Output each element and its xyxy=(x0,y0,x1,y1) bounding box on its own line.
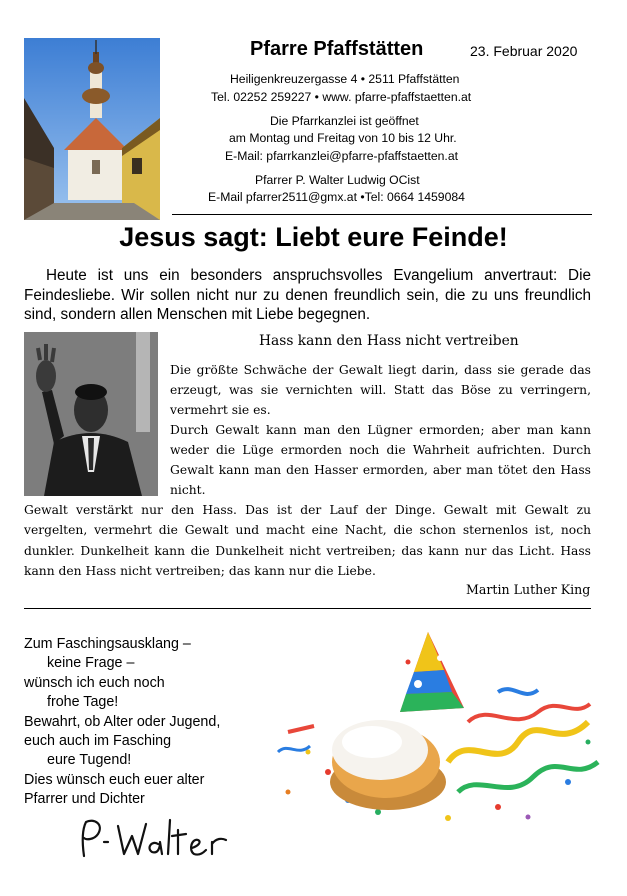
headline: Jesus sagt: Liebt eure Feinde! xyxy=(119,222,508,252)
poem-line: Dies wünsch euch euer alter xyxy=(24,771,205,788)
office-hours-line1: Die Pfarrkanzlei ist geöffnet xyxy=(270,114,419,128)
contact-line: Tel. 02252 259227 • www. pfarre-pfaffstaetten.at xyxy=(211,90,472,104)
parish-title: Pfarre Pfaffstätten xyxy=(250,38,424,60)
poem-line: Zum Faschingsausklang – xyxy=(24,636,191,652)
pastor-name: Pfarrer P. Walter Ludwig OCist xyxy=(255,173,420,187)
quote-paragraph-1: Die größte Schwäche der Gewalt liegt darin, dass sie gerade das erzeugt, was sie vernichten will. Statt das Böse zu verringern, vermehrt sie es. xyxy=(170,363,591,417)
quote-paragraph-2: Durch Gewalt kann man den Lügner ermorden; aber man kann weder die Lüge ermorden noch die Wahrheit aufrichten. Durch Gewalt kann man den Hasser ermorden, aber man tötet den Hass nicht. xyxy=(170,423,591,497)
signature xyxy=(74,812,234,868)
header-divider xyxy=(172,214,592,215)
poem-line: wünsch ich euch noch xyxy=(24,674,165,691)
pastor-contact: E-Mail pfarrer2511@gmx.at •Tel: 0664 1459084 xyxy=(208,190,465,204)
mlk-photo xyxy=(24,332,158,496)
intro-paragraph: Heute ist uns ein besonders anspruchsvolles Evangelium anvertraut: Die Feindesliebe. Wir sollen nicht nur zu denen freundlich sein, die zu uns freundlich sind, sondern allen Menschen mit Liebe begegnen. xyxy=(24,267,591,323)
address-line: Heiligenkreuzergasse 4 • 2511 Pfaffstätten xyxy=(230,72,460,86)
poem-line: euch auch im Fasching xyxy=(24,733,172,750)
poem xyxy=(24,635,220,810)
poem-line: frohe Tage! xyxy=(47,694,119,711)
poem-line: eure Tugend! xyxy=(47,752,132,769)
issue-date: 23. Februar 2020 xyxy=(470,43,578,59)
poem-line: keine Frage – xyxy=(47,655,135,672)
office-email: E-Mail: pfarrkanzlei@pfarre-pfaffstaetten.at xyxy=(225,149,458,163)
poem-line: Pfarrer und Dichter xyxy=(24,791,145,808)
section-divider xyxy=(24,608,591,609)
office-hours-line2: am Montag und Freitag von 10 bis 12 Uhr. xyxy=(229,131,457,145)
poem-line: Bewahrt, ob Alter oder Jugend, xyxy=(24,713,221,730)
church-photo xyxy=(24,38,160,220)
carnival-photo xyxy=(268,622,603,822)
quote-body-upper xyxy=(170,360,591,500)
quote-paragraph-3: Gewalt verstärkt nur den Hass. Das ist der Lauf der Dinge. Gewalt mit Gewalt zu vergelten, vermehrt die Gewalt und macht eine Nacht, die schon sternenlos ist, noch dunkler. Dunkelheit kann die Dunkelheit nicht vertreiben; das kann nur das Licht. Hass kann den Hass nicht vertreiben; das kann nur die Liebe. xyxy=(24,503,591,578)
quote-title: Hass kann den Hass nicht vertreiben xyxy=(259,333,519,349)
quote-author: Martin Luther King xyxy=(466,582,591,597)
